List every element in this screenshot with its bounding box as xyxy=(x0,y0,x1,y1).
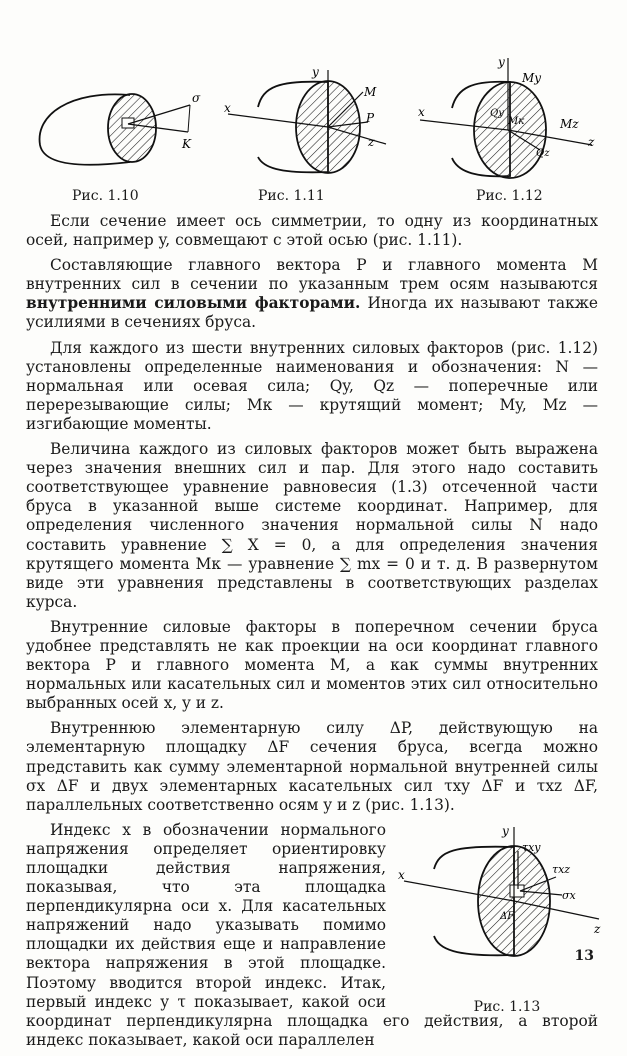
paragraph: Индекс x в обозначении нормального напряжения определяет ориентировку площадки действия напряжения, показывая, что эта площадка перпендикулярна оси x. Для касательных напряжений надо указывать помимо площадки их действия еще и направление вектора напряжения в этой площадке. Поэтому вводится второй индекс. Итак, первый индекс у τ показывает, какой оси координат перпендикулярна площадка его действия, а второй индекс показывает, какой оси параллелен xyxy=(26,820,598,1049)
fig-1-11-label-y: y xyxy=(312,65,319,79)
fig-1-10-label-sigma: σ xyxy=(192,91,201,105)
fig-1-11-label-P: P xyxy=(366,111,375,125)
fig-1-12-label-x: x xyxy=(418,105,425,119)
page-number: 13 xyxy=(574,948,594,964)
paragraph-text: Иногда их называют также усилиями в сечениях бруса. xyxy=(26,294,598,332)
fig-1-13-label-z: z xyxy=(594,921,601,936)
paragraph: Внутреннюю элементарную силу ΔP, действующую на элементарную площадку ΔF сечения бруса, всегда можно представить как сумму элементарной нормальной внутренней силы σx ΔF и двух элементарных касательных сил τxy ΔF и τxz ΔF, параллельных соответственно осям y и z (рис. 1.13). xyxy=(26,719,598,814)
fig-1-11-label-M: M xyxy=(364,85,377,99)
fig-1-13-label-txy: τxy xyxy=(522,840,541,854)
fig-1-11-label-x: x xyxy=(224,101,231,115)
figure-caption: Рис. 1.10 xyxy=(72,188,139,204)
fig-1-12-label-my: My xyxy=(522,71,542,85)
paragraph xyxy=(26,256,598,332)
fig-1-10-label-k: K xyxy=(182,137,191,151)
paragraph: Если сечение имеет ось симметрии, то одну из координатных осей, например y, совмещают с этой осью (рис. 1.11). xyxy=(26,212,598,250)
fig-1-12-label-mk: Mк xyxy=(508,116,525,127)
fig-1-12-label-z: z xyxy=(588,135,595,149)
figure-1-11 xyxy=(218,62,398,187)
paragraph: Внутренние силовые факторы в поперечном сечении бруса удобнее представлять не как проекции на оси координат главного вектора P и главного момента M, а как суммы внутренних нормальных или касательных сил и моментов этих сил относительно выбранных осей x, y и z. xyxy=(26,617,598,713)
figure-caption: Рис. 1.12 xyxy=(476,188,543,204)
figure-1-13 xyxy=(394,821,620,1015)
fig-1-12-label-mz: Mz xyxy=(560,117,579,131)
fig-1-13-label-txz: τxz xyxy=(552,862,571,876)
fig-1-13-label-y: y xyxy=(502,823,509,838)
paragraph-text: Составляющие главного вектора P и главного момента M внутренних сил в сечении по указанным трем осям называются xyxy=(26,256,598,294)
paragraph: Величина каждого из силовых факторов может быть выражена через значения внешних сил и пар. Для этого надо составить соответствующее уравнение равновесия (1.3) отсеченной части бруса в указанной выше системе координат. Например, для определения численного значения нормальной силы N надо составить уравнение ∑ X = 0, а для определения значения крутящего момента Mк — уравнение ∑ mx = 0 и т. д. В развернутом виде эти уравнения представлены в соответствующих разделах курса. xyxy=(26,440,598,611)
body-text xyxy=(26,212,601,1056)
fig-1-13-label-x: x xyxy=(398,867,405,882)
figure-1-12 xyxy=(412,50,602,190)
fig-1-13-label-df: ΔF xyxy=(500,910,515,922)
fig-1-12-label-qz: Qz xyxy=(536,148,550,159)
figure-caption: Рис. 1.13 xyxy=(473,998,541,1015)
fig-1-13-label-sx: σx xyxy=(562,888,576,902)
figure-caption: Рис. 1.11 xyxy=(258,188,325,204)
paragraph: Для каждого из шести внутренних силовых факторов (рис. 1.12) установлены определенные наименования и обозначения: N — нормальная или осевая сила; Qy, Qz — поперечные или перерезывающие силы; Mк — крутящий момент; My, Mz — изгибающие моменты. xyxy=(26,338,598,433)
bold-term: внутренними силовыми факторами. xyxy=(26,294,361,313)
fig-1-12-label-qy: Qy xyxy=(490,108,504,119)
fig-1-12-label-y: y xyxy=(498,55,505,69)
fig-1-11-label-z: z xyxy=(368,135,375,149)
figure-1-10 xyxy=(30,80,220,175)
